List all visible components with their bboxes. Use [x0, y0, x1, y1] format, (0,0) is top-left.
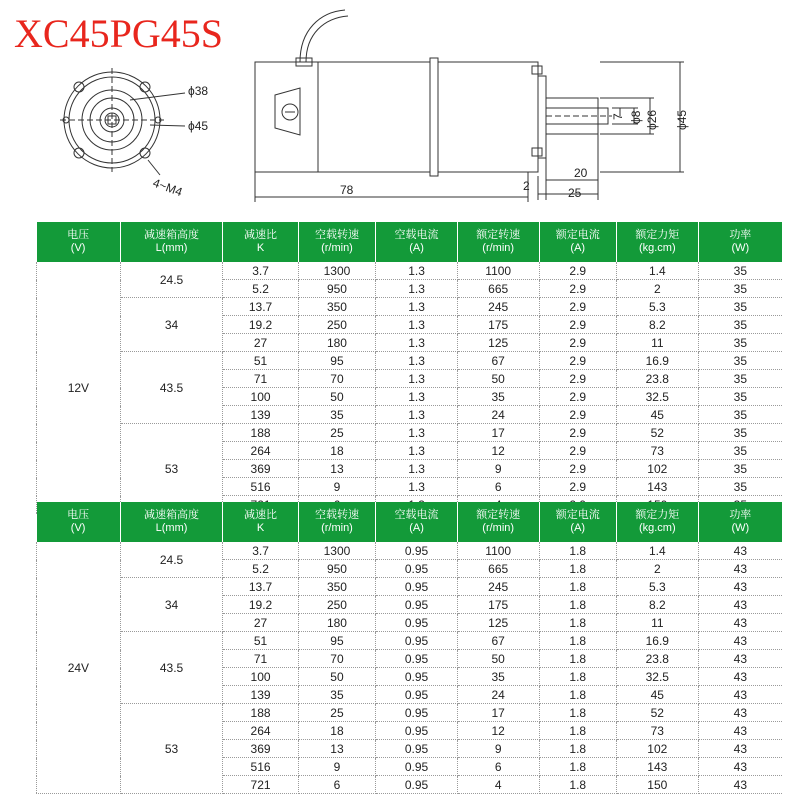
table-cell: 35	[698, 352, 782, 370]
table-cell: 102	[616, 740, 698, 758]
table-cell: 6	[457, 478, 539, 496]
front-view	[60, 68, 185, 175]
table-cell: 35	[698, 442, 782, 460]
table-cell: 67	[457, 352, 539, 370]
table-cell: 102	[616, 460, 698, 478]
table-cell: 1.8	[539, 722, 616, 740]
table-cell: 5.2	[223, 560, 298, 578]
table-cell: 9	[298, 758, 375, 776]
table-row	[37, 352, 783, 370]
table-cell: 1.8	[539, 776, 616, 794]
table-cell: 1300	[298, 262, 375, 280]
column-header	[223, 222, 298, 262]
table-cell: 50	[298, 388, 375, 406]
table-cell: 369	[223, 460, 298, 478]
table-cell: 43	[698, 776, 782, 794]
table-cell: 0.95	[376, 650, 458, 668]
spec-table-12v	[36, 222, 782, 514]
column-header	[539, 502, 616, 542]
column-header	[539, 222, 616, 262]
column-header-unit: (r/min)	[482, 242, 515, 254]
column-header	[698, 222, 782, 262]
table-cell: 52	[616, 424, 698, 442]
voltage-cell: 24V	[37, 542, 121, 794]
table-cell: 73	[616, 722, 698, 740]
table-cell: 250	[298, 596, 375, 614]
column-header	[457, 222, 539, 262]
table-cell: 1.8	[539, 758, 616, 776]
table-cell: 1.3	[376, 262, 458, 280]
column-header-unit: (W)	[731, 522, 750, 534]
column-header-label: 功率	[729, 229, 752, 241]
column-header-label: 额定力矩	[635, 509, 680, 521]
table-cell: 0.95	[376, 560, 458, 578]
table-cell: 51	[223, 352, 298, 370]
table-cell: 1.3	[376, 424, 458, 442]
table-cell: 9	[457, 740, 539, 758]
gearbox-height-cell: 53	[120, 424, 223, 514]
table-cell: 32.5	[616, 388, 698, 406]
column-header	[37, 502, 121, 542]
table-cell: 24	[457, 686, 539, 704]
table-cell: 0.95	[376, 686, 458, 704]
table-cell: 5.3	[616, 298, 698, 316]
dim-phi45-front: ϕ45	[188, 119, 209, 133]
gearbox-height-cell: 43.5	[120, 352, 223, 424]
table-cell: 0.95	[376, 632, 458, 650]
table-cell: 35	[698, 478, 782, 496]
table-cell: 35	[457, 668, 539, 686]
column-header-unit: (kg.cm)	[638, 242, 676, 254]
table-cell: 43	[698, 560, 782, 578]
dim-phi45-side: ϕ45	[675, 109, 689, 130]
table-cell: 2.9	[539, 370, 616, 388]
spec-table-24v	[36, 502, 782, 794]
table-cell: 2	[616, 560, 698, 578]
table-row	[37, 632, 783, 650]
table-cell: 1300	[298, 542, 375, 560]
side-view	[255, 10, 684, 202]
table-cell: 180	[298, 614, 375, 632]
table-cell: 1.3	[376, 406, 458, 424]
table-cell: 2.9	[539, 406, 616, 424]
table-cell: 70	[298, 370, 375, 388]
table-cell: 950	[298, 560, 375, 578]
column-header-label: 额定转速	[476, 229, 521, 241]
voltage-cell: 12V	[37, 262, 121, 514]
table-cell: 1.8	[539, 668, 616, 686]
table-cell: 245	[457, 298, 539, 316]
table-cell: 0.95	[376, 596, 458, 614]
table-cell: 2.9	[539, 316, 616, 334]
table-cell: 71	[223, 650, 298, 668]
column-header-unit: (A)	[570, 522, 586, 534]
table-cell: 665	[457, 280, 539, 298]
table-cell: 2.9	[539, 352, 616, 370]
table-cell: 0.95	[376, 776, 458, 794]
table-cell: 0.95	[376, 614, 458, 632]
table-cell: 25	[298, 424, 375, 442]
table-cell: 50	[457, 650, 539, 668]
column-header-unit: (A)	[570, 242, 586, 254]
table-cell: 516	[223, 758, 298, 776]
column-header-label: 电压	[67, 229, 90, 241]
table-cell: 1.8	[539, 596, 616, 614]
table-cell: 0.95	[376, 542, 458, 560]
table-cell: 43	[698, 614, 782, 632]
column-header	[376, 222, 458, 262]
table-cell: 12	[457, 722, 539, 740]
table-cell: 1.8	[539, 614, 616, 632]
table-row	[37, 704, 783, 722]
table-cell: 143	[616, 478, 698, 496]
table-cell: 45	[616, 406, 698, 424]
table-cell: 2	[616, 280, 698, 298]
table-cell: 1.3	[376, 316, 458, 334]
column-header-label: 功率	[729, 509, 752, 521]
table-cell: 43	[698, 596, 782, 614]
product-title: XC45PG45S	[14, 11, 223, 56]
column-header-label: 额定转速	[476, 509, 521, 521]
table-cell: 52	[616, 704, 698, 722]
column-header-unit: (r/min)	[321, 522, 353, 534]
table-cell: 1.3	[376, 370, 458, 388]
table-cell: 100	[223, 668, 298, 686]
table-cell: 950	[298, 280, 375, 298]
table-cell: 5.2	[223, 280, 298, 298]
table-cell: 250	[298, 316, 375, 334]
table-header-row	[37, 502, 783, 542]
column-header-label: 减速箱高度	[144, 229, 200, 241]
column-header-unit: K	[256, 522, 265, 534]
table-cell: 1.3	[376, 352, 458, 370]
column-header	[223, 502, 298, 542]
table-row	[37, 424, 783, 442]
table-cell: 16.9	[616, 632, 698, 650]
table-cell: 5.3	[616, 578, 698, 596]
table-cell: 1.3	[376, 478, 458, 496]
dim-7: 7	[611, 113, 625, 120]
table-cell: 95	[298, 352, 375, 370]
column-header	[120, 502, 223, 542]
table-cell: 188	[223, 704, 298, 722]
dim-25: 25	[568, 186, 582, 200]
table-cell: 35	[698, 424, 782, 442]
table-cell: 9	[298, 478, 375, 496]
table-cell: 50	[457, 370, 539, 388]
table-cell: 43	[698, 578, 782, 596]
table-body	[37, 542, 783, 794]
dim-2: 2	[523, 179, 530, 193]
column-header-label: 空载电流	[394, 229, 439, 241]
table-cell: 35	[698, 370, 782, 388]
table-cell: 19.2	[223, 316, 298, 334]
table-body	[37, 262, 783, 514]
table-cell: 43	[698, 668, 782, 686]
column-header	[298, 222, 375, 262]
table-cell: 17	[457, 424, 539, 442]
table-cell: 2.9	[539, 262, 616, 280]
table-cell: 27	[223, 334, 298, 352]
table-cell: 369	[223, 740, 298, 758]
table-cell: 2.9	[539, 334, 616, 352]
column-header-unit: (A)	[409, 242, 424, 254]
table-cell: 27	[223, 614, 298, 632]
table-cell: 180	[298, 334, 375, 352]
table-cell: 1.8	[539, 704, 616, 722]
table-cell: 43	[698, 686, 782, 704]
table-cell: 73	[616, 442, 698, 460]
column-header-label: 空载电流	[394, 509, 439, 521]
table-cell: 1.3	[376, 442, 458, 460]
table-cell: 35	[698, 406, 782, 424]
table-cell: 43	[698, 632, 782, 650]
table-cell: 13	[298, 740, 375, 758]
table-cell: 16.9	[616, 352, 698, 370]
table-cell: 1.8	[539, 740, 616, 758]
column-header	[376, 502, 458, 542]
table-cell: 100	[223, 388, 298, 406]
table-cell: 125	[457, 614, 539, 632]
table-cell: 70	[298, 650, 375, 668]
table-cell: 1.3	[376, 334, 458, 352]
gearbox-height-cell: 24.5	[120, 542, 223, 578]
table-cell: 264	[223, 722, 298, 740]
table-cell: 150	[616, 776, 698, 794]
table-cell: 19.2	[223, 596, 298, 614]
table-cell: 0.95	[376, 704, 458, 722]
dim-mounting-holes: 4~M4	[150, 175, 185, 200]
table-cell: 143	[616, 758, 698, 776]
table-cell: 1.3	[376, 460, 458, 478]
column-header	[616, 222, 698, 262]
column-header-label: 额定力矩	[635, 229, 680, 241]
table-row	[37, 578, 783, 596]
table-cell: 43	[698, 758, 782, 776]
table-cell: 35	[298, 686, 375, 704]
dim-phi8: ϕ8	[629, 110, 643, 124]
gearbox-height-cell: 34	[120, 578, 223, 632]
table-cell: 1.4	[616, 542, 698, 560]
table-cell: 43	[698, 704, 782, 722]
table-cell: 2.9	[539, 298, 616, 316]
table-cell: 35	[698, 460, 782, 478]
column-header	[616, 502, 698, 542]
table-cell: 18	[298, 722, 375, 740]
table-cell: 43	[698, 722, 782, 740]
table-cell: 13	[298, 460, 375, 478]
column-header	[120, 222, 223, 262]
table-cell: 2.9	[539, 388, 616, 406]
table-cell: 0.95	[376, 578, 458, 596]
table-cell: 1.3	[376, 280, 458, 298]
table-header-row	[37, 222, 783, 262]
table-cell: 35	[698, 316, 782, 334]
table-cell: 2.9	[539, 460, 616, 478]
table-cell: 1.8	[539, 650, 616, 668]
table-cell: 2.9	[539, 442, 616, 460]
gearbox-height-cell: 53	[120, 704, 223, 794]
table-cell: 35	[698, 262, 782, 280]
table-cell: 45	[616, 686, 698, 704]
table-cell: 43	[698, 740, 782, 758]
table-cell: 50	[298, 668, 375, 686]
table-cell: 25	[298, 704, 375, 722]
table-cell: 1.8	[539, 560, 616, 578]
table-cell: 23.8	[616, 650, 698, 668]
table-cell: 516	[223, 478, 298, 496]
table-cell: 0.95	[376, 668, 458, 686]
table-row	[37, 298, 783, 316]
column-header-label: 减速比	[244, 509, 278, 521]
table-cell: 32.5	[616, 668, 698, 686]
column-header-label: 减速箱高度	[144, 509, 200, 521]
table-cell: 43	[698, 650, 782, 668]
table-cell: 11	[616, 614, 698, 632]
column-header-label: 额定电流	[555, 229, 600, 241]
table-cell: 139	[223, 686, 298, 704]
dim-20: 20	[574, 166, 588, 180]
table-cell: 350	[298, 578, 375, 596]
table-cell: 24	[457, 406, 539, 424]
table-cell: 23.8	[616, 370, 698, 388]
table-cell: 95	[298, 632, 375, 650]
table-row	[37, 542, 783, 560]
column-header-unit: (r/min)	[482, 522, 515, 534]
column-header-label: 额定电流	[555, 509, 600, 521]
column-header-unit: (V)	[70, 522, 86, 534]
column-header	[298, 502, 375, 542]
table-cell: 17	[457, 704, 539, 722]
table-cell: 0.95	[376, 722, 458, 740]
column-header	[457, 502, 539, 542]
table-cell: 2.9	[539, 280, 616, 298]
table-cell: 4	[457, 776, 539, 794]
table-cell: 12	[457, 442, 539, 460]
table-cell: 2.9	[539, 424, 616, 442]
column-header	[37, 222, 121, 262]
table-row	[37, 262, 783, 280]
table-cell: 67	[457, 632, 539, 650]
gearbox-height-cell: 24.5	[120, 262, 223, 298]
column-header-unit: (kg.cm)	[638, 522, 676, 534]
table-cell: 3.7	[223, 542, 298, 560]
table-cell: 1.8	[539, 578, 616, 596]
table-cell: 35	[698, 334, 782, 352]
table-cell: 1.8	[539, 686, 616, 704]
column-header-label: 减速比	[244, 229, 278, 241]
table-cell: 0.95	[376, 740, 458, 758]
table-cell: 35	[698, 280, 782, 298]
gearbox-height-cell: 43.5	[120, 632, 223, 704]
column-header-unit: (A)	[409, 522, 424, 534]
table-cell: 1.4	[616, 262, 698, 280]
column-header-unit: L(mm)	[155, 522, 188, 534]
dim-phi26: ϕ26	[645, 109, 659, 130]
gearbox-height-cell: 34	[120, 298, 223, 352]
table-cell: 139	[223, 406, 298, 424]
table-cell: 71	[223, 370, 298, 388]
column-header-unit: K	[256, 242, 265, 254]
table-cell: 3.7	[223, 262, 298, 280]
column-header-unit: (V)	[70, 242, 86, 254]
table-cell: 175	[457, 596, 539, 614]
table-cell: 8.2	[616, 596, 698, 614]
table-cell: 13.7	[223, 298, 298, 316]
column-header-label: 空载转速	[314, 509, 359, 521]
table-cell: 1.3	[376, 298, 458, 316]
table-cell: 35	[298, 406, 375, 424]
table-cell: 350	[298, 298, 375, 316]
column-header	[698, 502, 782, 542]
column-header-unit: (W)	[731, 242, 750, 254]
table-cell: 1100	[457, 542, 539, 560]
table-cell: 9	[457, 460, 539, 478]
table-cell: 13.7	[223, 578, 298, 596]
column-header-unit: L(mm)	[155, 242, 188, 254]
motor-dimension-drawing	[0, 0, 800, 215]
table-cell: 1.3	[376, 388, 458, 406]
table-cell: 11	[616, 334, 698, 352]
column-header-label: 电压	[67, 509, 90, 521]
dim-phi38: ϕ38	[188, 84, 209, 98]
table-cell: 51	[223, 632, 298, 650]
table-cell: 2.9	[539, 478, 616, 496]
table-cell: 188	[223, 424, 298, 442]
table-cell: 35	[698, 388, 782, 406]
table-cell: 721	[223, 776, 298, 794]
table-cell: 1.8	[539, 632, 616, 650]
table-cell: 665	[457, 560, 539, 578]
table-cell: 0.95	[376, 758, 458, 776]
table-cell: 264	[223, 442, 298, 460]
table-cell: 8.2	[616, 316, 698, 334]
column-header-label: 空载转速	[314, 229, 359, 241]
table-cell: 175	[457, 316, 539, 334]
table-cell: 6	[457, 758, 539, 776]
table-cell: 35	[457, 388, 539, 406]
table-cell: 1100	[457, 262, 539, 280]
table-cell: 245	[457, 578, 539, 596]
table-cell: 1.8	[539, 542, 616, 560]
dim-length-78: 78	[340, 183, 354, 197]
table-cell: 18	[298, 442, 375, 460]
table-cell: 6	[298, 776, 375, 794]
table-cell: 35	[698, 298, 782, 316]
column-header-unit: (r/min)	[321, 242, 353, 254]
table-cell: 43	[698, 542, 782, 560]
table-cell: 125	[457, 334, 539, 352]
